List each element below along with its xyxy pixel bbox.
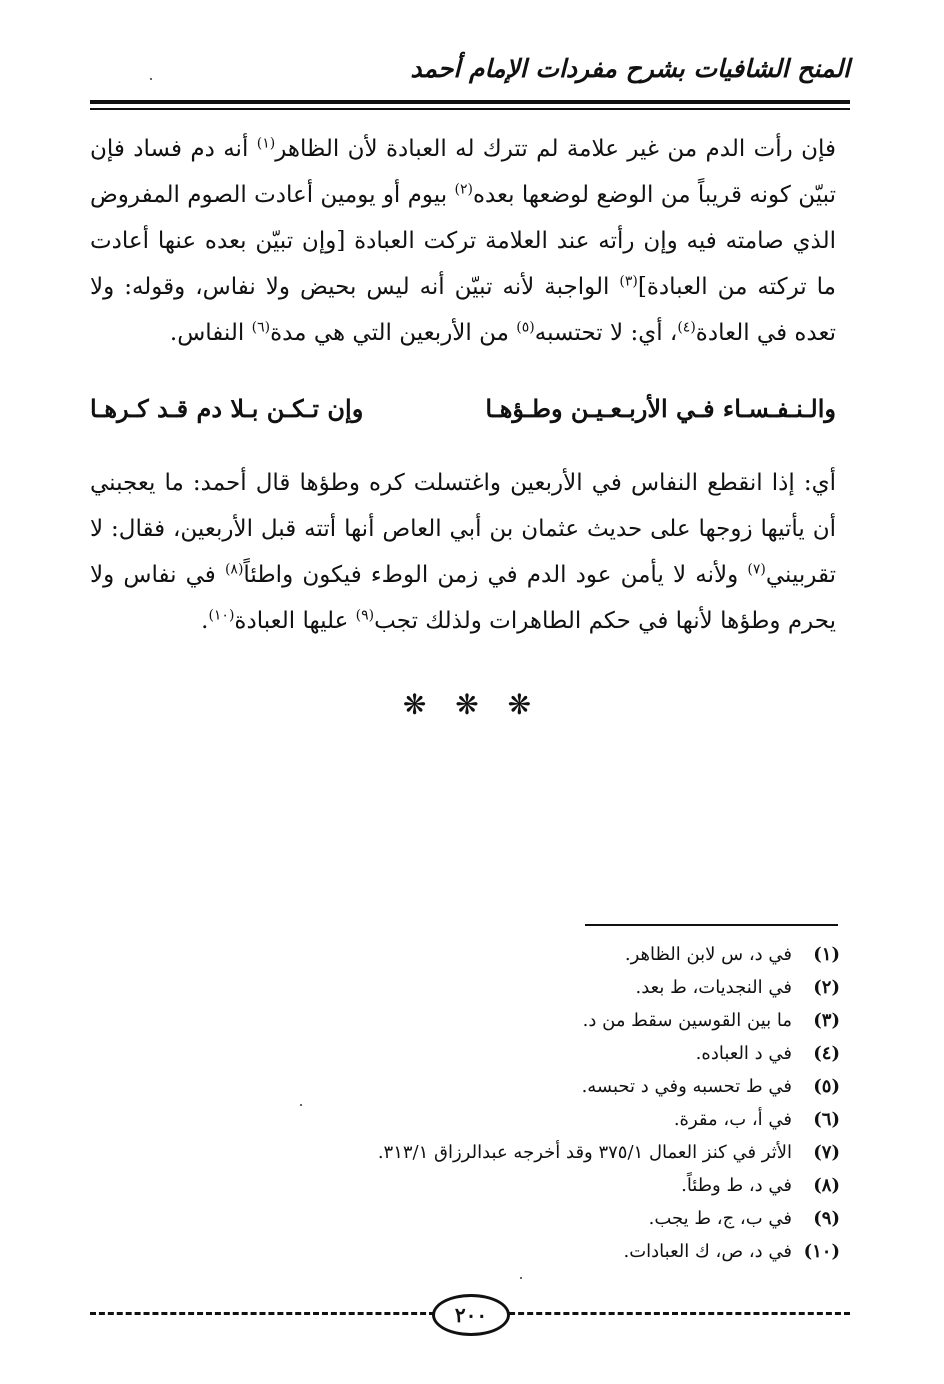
footer-dashed-rule xyxy=(90,1312,435,1315)
header-rule-thick xyxy=(90,100,850,104)
footnote-number: (١٠) xyxy=(803,1241,840,1262)
running-header: المنح الشافيات بشرح مفردات الإمام أحمد xyxy=(410,54,850,83)
footnote-ref-6: (٦) xyxy=(251,319,271,336)
section-separator: ❋ ❋ ❋ xyxy=(402,688,542,721)
footnote-rule xyxy=(585,924,838,926)
footnote-number: (٢) xyxy=(813,977,840,998)
header-rule-thin xyxy=(90,108,850,110)
footnote-number: (٣) xyxy=(813,1010,840,1031)
footnote-number: (٧) xyxy=(813,1142,840,1163)
page-number: ٢٠٠ xyxy=(432,1294,510,1336)
footnote-number: (٨) xyxy=(813,1175,840,1196)
footnote-text: الأثر في كنز العمال ٣٧٥/١ وقد أخرجه عبدالرزاق ٣١٣/١. xyxy=(377,1142,792,1163)
footnote-ref-3: (٣) xyxy=(619,273,638,290)
footer-dashed-rule xyxy=(500,1312,850,1315)
footnote-number: (١) xyxy=(813,944,840,965)
footnote-item xyxy=(250,1136,840,1169)
footnote-item xyxy=(250,1037,840,1070)
scan-speck xyxy=(300,1104,302,1106)
footnote-item xyxy=(250,1004,840,1037)
paragraph-1-text: بيوم أو يومين أعادت الصوم المفروض الذي صامته فيه وإن رأته عند العلامة تركت العبادة [وإن تبيّن بعده عنها أعادت ما تركته من العبادة] xyxy=(90,182,837,300)
footnote-text: في د، ص، ك العبادات. xyxy=(623,1241,792,1262)
footnote-ref-5: (٥) xyxy=(516,319,535,336)
footnote-item xyxy=(250,938,840,971)
footnote-number: (٥) xyxy=(813,1076,840,1097)
footnote-number: (٩) xyxy=(813,1208,840,1229)
footnote-text: في د، س لابن الظاهر. xyxy=(624,944,792,965)
footnote-list xyxy=(250,938,840,1268)
scan-speck xyxy=(150,78,152,80)
footnote-item xyxy=(250,1103,840,1136)
footnote-number: (٦) xyxy=(813,1109,840,1130)
paragraph-2-text: أي: إذا انقطع النفاس في الأربعين واغتسلت كره وطؤها قال أحمد: ما يعجبني أن يأتيها زوجها على حديث عثمان بن أبي العاص أنها أتته قبل الأربعين، فقال: لا تقربيني xyxy=(90,470,837,588)
footnote-ref-10: (١٠) xyxy=(208,607,235,624)
paragraph-1-text: من الأربعين التي هي مدة xyxy=(270,320,517,346)
scan-speck xyxy=(520,1277,522,1279)
footnote-number: (٤) xyxy=(813,1043,840,1064)
footnote-ref-4: (٤) xyxy=(677,319,696,336)
footnote-item xyxy=(250,1235,840,1268)
footnote-item xyxy=(250,1202,840,1235)
footnote-text: في أ، ب، مقرة. xyxy=(673,1109,792,1130)
footnote-text: ما بين القوسين سقط من د. xyxy=(582,1010,792,1031)
paragraph-1-text: أنه دم فساد فإن تبيّن كونه قريباً من الوضع لوضعها بعده xyxy=(90,136,836,208)
paragraph-2-text: . xyxy=(201,608,209,634)
footnote-text: في د العباده. xyxy=(695,1043,792,1064)
footnote-ref-7: (٧) xyxy=(747,561,766,578)
footnote-text: في د، ط وطئاً. xyxy=(681,1175,792,1196)
footnote-text: في ب، ج، ط يجب. xyxy=(648,1208,792,1229)
footnote-text: في ط تحسبه وفي د تحبسه. xyxy=(581,1076,792,1097)
paragraph-2 xyxy=(90,460,836,644)
footnote-item xyxy=(250,1070,840,1103)
paragraph-1-text: ، أي: لا تحتسبه xyxy=(534,320,678,346)
verse-line xyxy=(90,394,836,423)
paragraph-2-text: ولأنه لا يأمن عود الدم في زمن الوطء فيكون واطئاً xyxy=(243,562,748,588)
verse-hemistich-2: وإن تـكـن بـلا دم قـد كـرهـا xyxy=(90,394,364,423)
verse-hemistich-1: والـنـفـسـاء فـي الأربـعـيـن وطـؤهـا xyxy=(485,394,836,423)
paragraph-2-text: في نفاس ولا يحرم وطؤها لأنها في حكم الطاهرات ولذلك تجب xyxy=(90,562,836,634)
footnote-item xyxy=(250,971,840,1004)
footnote-ref-2: (٢) xyxy=(454,181,473,198)
footnote-ref-9: (٩) xyxy=(355,607,375,624)
footnote-ref-8: (٨) xyxy=(224,561,244,578)
paragraph-1 xyxy=(90,126,836,356)
paragraph-1-text: النفاس. xyxy=(169,320,252,346)
footnote-ref-1: (١) xyxy=(256,135,276,152)
paragraph-2-text: عليها العبادة xyxy=(234,608,356,634)
footnote-item xyxy=(250,1169,840,1202)
paragraph-1-text: فإن رأت الدم من غير علامة لم تترك له العبادة لأن الظاهر xyxy=(275,136,836,162)
paragraph-1-text: الواجبة لأنه تبيّن أنه ليس بحيض ولا نفاس، وقوله: ولا تعده في العادة xyxy=(90,274,836,346)
footnote-text: في النجديات، ط بعد. xyxy=(635,977,792,998)
